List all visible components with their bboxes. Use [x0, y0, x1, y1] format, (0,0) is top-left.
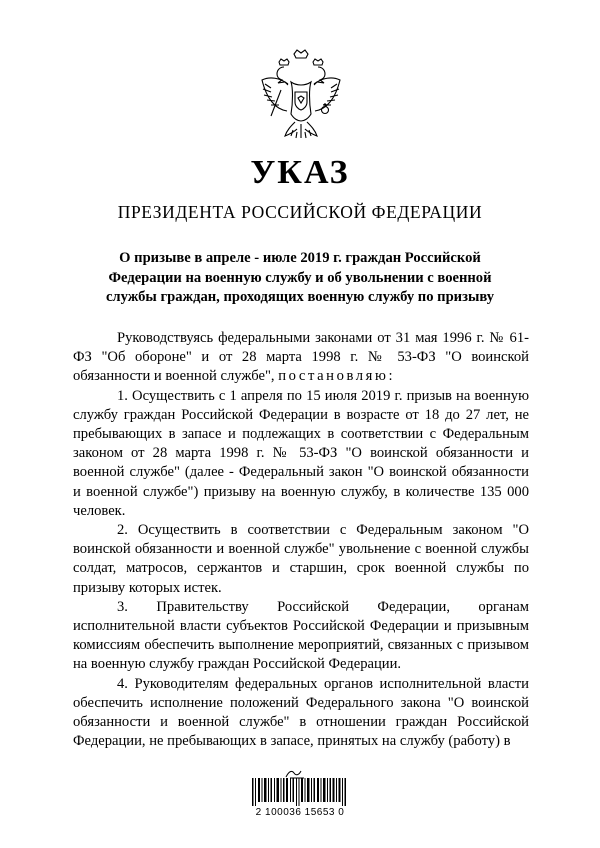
- preamble-text: Руководствуясь федеральными законами от 31 мая 1996 г. № 61-ФЗ "Об обороне" и от 28 марта 1998 г. № 53-ФЗ "О воинской обязанности и военной службе",: [73, 330, 529, 385]
- decree-subject-line: службы граждан, проходящих военную службу по призыву: [105, 289, 495, 305]
- double-headed-eagle-emblem-icon: [253, 48, 349, 148]
- decree-word: постановляю:: [278, 368, 396, 385]
- barcode-number: 2 100036 15653 0: [255, 807, 345, 818]
- decree-item-4: 4. Руководителям федеральных органов исполнительной власти обеспечить исполнение положений Федерального закона "О воинской обязанности и военной службе" в отношении граждан Российской Федерации, не пребывающих в запасе, принятых на службу (работу) в: [73, 675, 529, 750]
- decree-item-1: 1. Осуществить с 1 апреля по 15 июля 2019 г. призыв на военную службу граждан Российской Федерации в возрасте от 18 до 27 лет, не пребывающих в запасе и подлежащих в соответствии с Федеральным законом от 28 марта 1998 г. № 53-ФЗ "О воинской обязанности и военной службе" (далее - Федеральный закон "О воинской обязанности и военной службе") призыву на военную службу, в количестве 135 000 человек.: [73, 387, 529, 519]
- decree-item-2: 2. Осуществить в соответствии с Федеральным законом "О воинской обязанности и военной службе" увольнение с военной службы солдат, матросов, сержантов и старшин, срок военной службы по призыву которых истек.: [73, 522, 529, 596]
- decree-body: [73, 329, 529, 751]
- decree-subject-line: Федерации на военную службу и об увольнении с военной: [108, 269, 492, 286]
- barcode-icon: [252, 778, 348, 806]
- document-type-title: УКАЗ: [250, 154, 350, 191]
- issuer-title: ПРЕЗИДЕНТА РОССИЙСКОЙ ФЕДЕРАЦИИ: [117, 202, 483, 222]
- preamble-paragraph: [73, 329, 529, 387]
- decree-item-3: 3. Правительству Российской Федерации, органам исполнительной власти субъектов Российской Федерации и призывным комиссиям обеспечить выполнение мероприятий, связанных с призывом на военную службу граждан Российской Федерации.: [73, 598, 529, 673]
- decree-subject: [80, 249, 520, 308]
- decree-subject-line: О призыве в апреле - июле 2019 г. граждан Российской: [119, 250, 481, 266]
